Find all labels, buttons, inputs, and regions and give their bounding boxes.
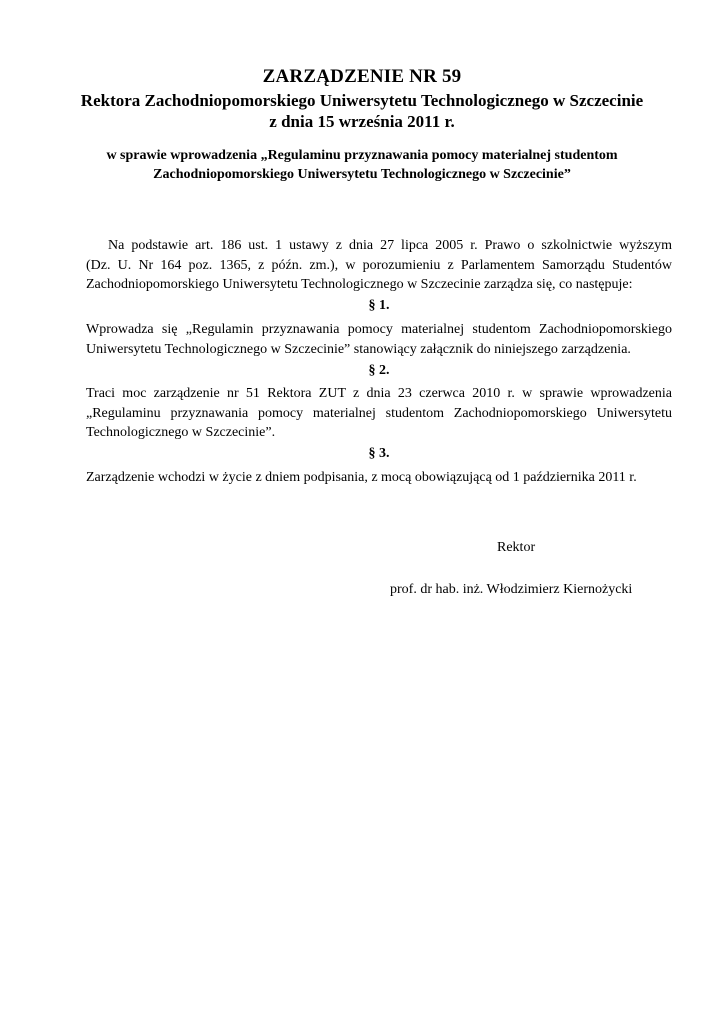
document-title: ZARZĄDZENIE NR 59 (262, 66, 462, 87)
document-subject (60, 146, 664, 184)
date-line: z dnia 15 września 2011 r. (269, 112, 455, 131)
section-mark: § 1. (368, 298, 390, 313)
section-1-text (86, 320, 672, 359)
section-line: Technologicznego w Szczecinie”. (86, 425, 276, 440)
section-2-text (86, 384, 672, 443)
section-mark: § 3. (368, 446, 390, 461)
section-line: „Regulaminu przyznawania pomocy materialnej studentom Zachodniopomorskiego Uniwersytetu (86, 405, 672, 421)
preamble-line: Na podstawie art. 186 ust. 1 ustawy z dnia 27 lipca 2005 r. Prawo o szkolnictwie wyższym (108, 238, 672, 253)
subject-line: w sprawie wprowadzenia „Regulaminu przyznawania pomocy materialnej studentom (106, 148, 618, 163)
preamble-line: Zachodniopomorskiego Uniwersytetu Technologicznego w Szczecinie zarządza się, co następuje: (86, 277, 633, 292)
subject-line: Zachodniopomorskiego Uniwersytetu Technologicznego w Szczecinie” (153, 167, 571, 182)
section-3-text (86, 468, 672, 488)
preamble-line: (Dz. U. Nr 164 poz. 1365, z późn. zm.), w porozumieniu z Parlamentem Samorządu Studentów (86, 257, 672, 273)
section-line: Traci moc zarządzenie nr 51 Rektora ZUT z dnia 23 czerwca 2010 r. w sprawie wprowadzenia (86, 386, 672, 401)
issuer-line: Rektora Zachodniopomorskiego Uniwersytetu Technologicznego w Szczecinie (80, 91, 644, 110)
section-line: Uniwersytetu Technologicznego w Szczecinie” stanowiący załącznik do niniejszego zarządzenia. (86, 341, 631, 357)
section-mark: § 2. (368, 363, 390, 378)
section-line: Wprowadza się „Regulamin przyznawania pomocy materialnej studentom Zachodniopomorskiego (86, 322, 672, 337)
document-subtitle (60, 90, 664, 132)
preamble-paragraph (86, 236, 672, 295)
signature-name: prof. dr hab. inż. Włodzimierz Kiernożycki (390, 582, 633, 597)
section-line: Zarządzenie wchodzi w życie z dniem podpisania, z mocą obowiązującą od 1 października 2011 r. (86, 470, 637, 485)
signature-role: Rektor (497, 540, 536, 555)
